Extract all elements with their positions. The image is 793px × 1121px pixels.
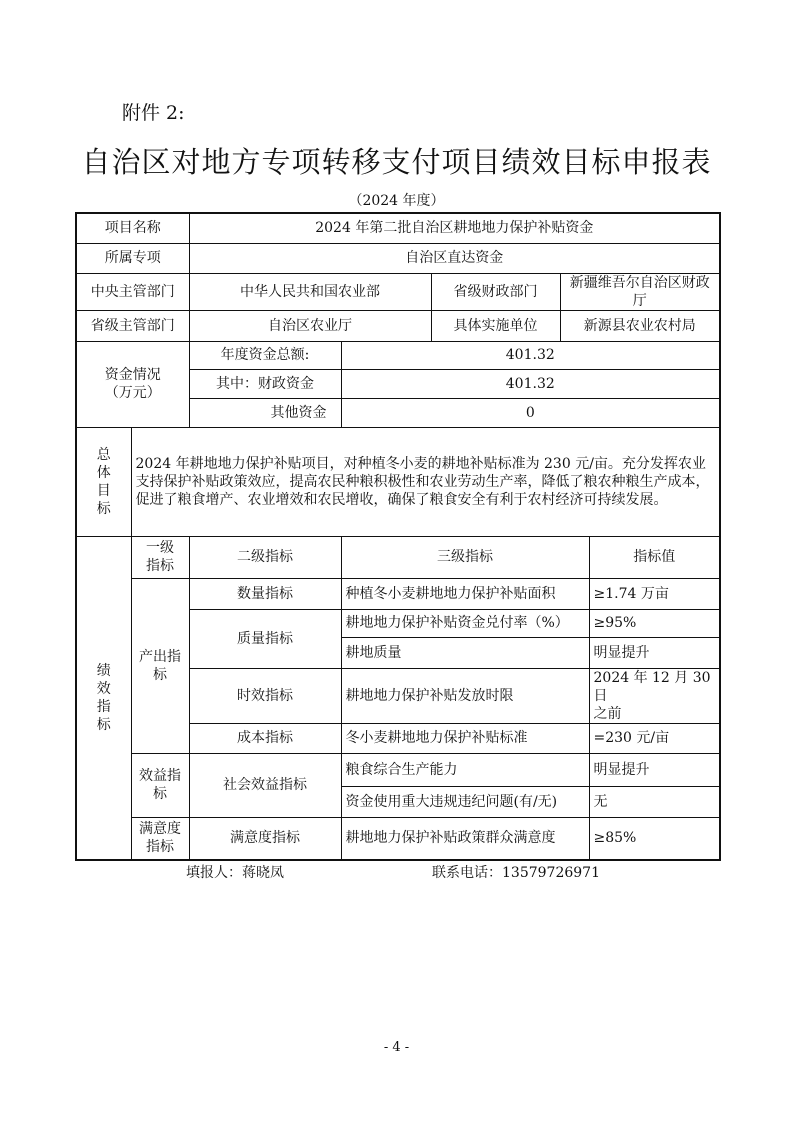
cost-label: 成本指标 [189,723,341,753]
prov-dept-value: 自治区农业厅 [189,310,431,341]
header-level2: 二级指标 [189,536,341,578]
page-title: 自治区对地方专项转移支付项目绩效目标申报表 [81,145,712,179]
cost-l3: 冬小麦耕地地力保护补贴标准 [341,723,589,753]
time-value [589,668,720,723]
special-value: 自治区直达资金 [189,243,720,273]
social-l3-2: 资金使用重大违规违纪问题(有/无) [341,786,589,817]
benefit-label-line: 标 [153,786,167,802]
funds-total-value: 401.32 [341,341,720,369]
time-label: 时效指标 [189,668,341,723]
benefit-label-line: 效益指 [139,768,181,784]
project-name-label: 项目名称 [76,213,189,243]
header-level3: 三级指标 [341,536,589,578]
funds-finance-label: 其中：财政资金 [189,369,341,398]
social-label: 社会效益指标 [189,753,341,817]
funds-other-value: 0 [341,398,720,427]
quality-l3-2: 耕地质量 [341,637,589,668]
quantity-l3: 种植冬小麦耕地地力保护补贴面积 [341,578,589,609]
quality-l3-1: 耕地地力保护补贴资金兑付率（%） [341,609,589,637]
central-dept-value: 中华人民共和国农业部 [189,273,431,310]
prov-dept-label: 省级主管部门 [76,310,189,341]
funds-label [76,341,189,427]
central-dept-label: 中央主管部门 [76,273,189,310]
perf-label [76,536,131,860]
funds-total-label: 年度资金总额: [189,341,341,369]
attachment-label: 附件 2: [122,102,185,124]
perf-label-char: 指 [96,698,111,715]
goal-text: 2024 年耕地地力保护补贴项目，对种植冬小麦的耕地补贴标准为 230 元/亩。充分发挥农业支持保护补贴政策效应，提高农民种粮积极性和农业劳动生产率，降低了粮农种粮生产成本，促进了粮食增产、农业增效和农民增收，确保了粮食安全有利于农村经济可持续发展。 [131,427,720,536]
quality-label: 质量指标 [189,609,341,668]
goal-label-char: 总 [96,446,111,463]
project-name-value: 2024 年第二批自治区耕地地力保护补贴资金 [189,213,720,243]
perf-label-char: 效 [96,680,111,697]
quality-value-1: ≥95% [589,609,720,637]
row-output-quantity [76,578,720,609]
benefit-label [131,753,189,817]
row-funds-total [76,341,720,369]
impl-unit-value: 新源县农业农村局 [560,310,720,341]
header-level1 [131,536,189,578]
performance-target-table [75,212,721,861]
social-value-2: 无 [589,786,720,817]
filler-name: 填报人：蒋晓凤 [186,865,284,881]
row-special [76,243,720,273]
header-value: 指标值 [589,536,720,578]
goal-label [76,427,131,536]
quantity-value: ≥1.74 万亩 [589,578,720,609]
prov-finance-label: 省级财政部门 [431,273,560,310]
sat-l2-label: 满意度指标 [189,817,341,860]
goal-label-char: 标 [96,500,111,517]
row-project-name [76,213,720,243]
perf-label-char: 绩 [96,662,111,679]
funds-label-line1: 资金情况 [104,367,161,383]
time-l3: 耕地地力保护补贴发放时限 [341,668,589,723]
row-prov-dept [76,310,720,341]
goal-label-char: 目 [96,482,111,499]
prov-finance-value: 新疆维吾尔自治区财政厅 [560,273,720,310]
page-number: - 4 - [383,1040,410,1055]
goal-label-char: 体 [96,464,111,481]
row-satisfaction [76,817,720,860]
time-value-line: 2024 年 12 月 30 日 [593,669,711,704]
funds-finance-value: 401.32 [341,369,720,398]
quantity-label: 数量指标 [189,578,341,609]
row-benefit-1 [76,753,720,786]
sat-value: ≥85% [589,817,720,860]
social-l3-1: 粮食综合生产能力 [341,753,589,786]
social-value-1: 明显提升 [589,753,720,786]
funds-other-label: 其他资金 [189,398,341,427]
header-level1-line: 指标 [146,558,174,574]
special-label: 所属专项 [76,243,189,273]
satisfaction-label [131,817,189,860]
quality-value-2: 明显提升 [589,637,720,668]
output-label [131,578,189,753]
time-value-line: 之前 [593,705,622,722]
perf-label-char: 标 [96,716,111,733]
output-label-line: 产出指 [139,648,181,665]
header-level1-line: 一级 [146,540,174,556]
impl-unit-label: 具体实施单位 [431,310,560,341]
row-central-dept [76,273,720,310]
output-label-line: 标 [153,666,167,683]
contact-phone: 联系电话：13579726971 [432,865,600,881]
satisfaction-label-line: 指标 [146,839,174,856]
cost-value: =230 元/亩 [589,723,720,753]
sat-l3: 耕地地力保护补贴政策群众满意度 [341,817,589,860]
funds-label-line2: （万元） [104,385,161,401]
year-label: （2024 年度） [348,193,445,209]
satisfaction-label-line: 满意度 [139,821,181,838]
row-overall-goal [76,427,720,536]
row-perf-header [76,536,720,578]
